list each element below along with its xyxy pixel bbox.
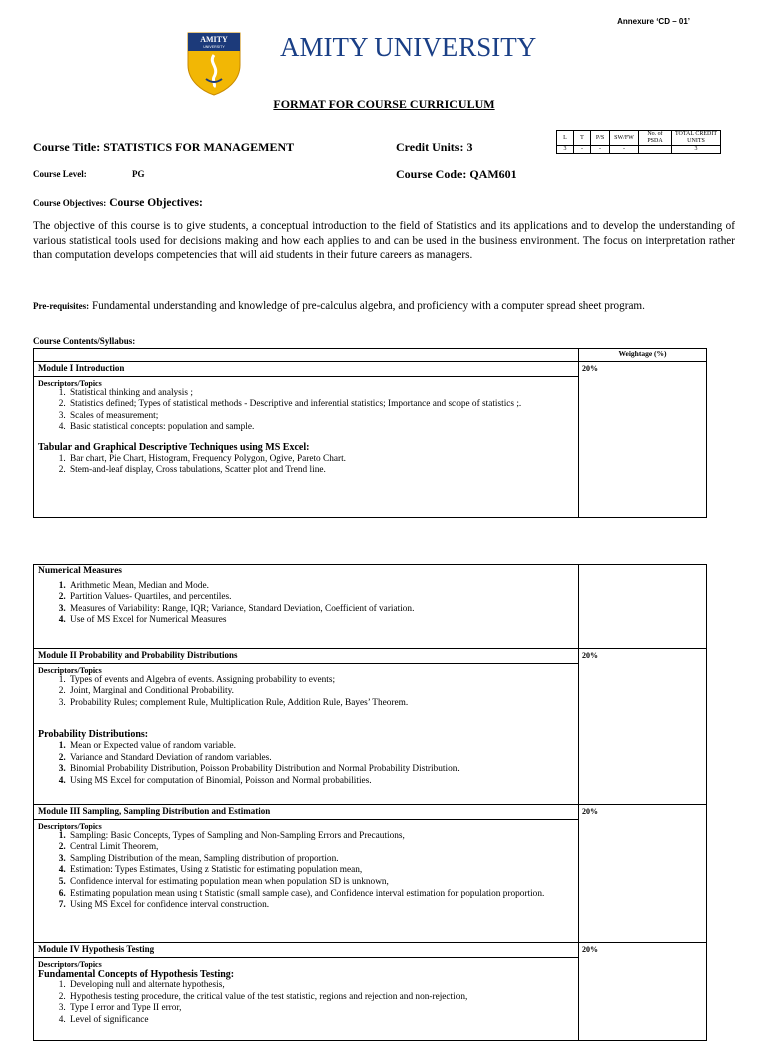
prerequisites	[33, 299, 735, 314]
module3-content	[34, 805, 579, 943]
list-item: 2. Stem-and-leaf display, Cross tabulations, Scatter plot and Trend line.	[68, 465, 574, 477]
numerical-row	[34, 565, 707, 649]
module1-subheading: Tabular and Graphical Descriptive Techniques using MS Excel:	[38, 441, 310, 453]
credit-value-swfw: -	[610, 146, 639, 154]
course-level-label: Course Level:	[33, 169, 87, 179]
list-item: 4. Using MS Excel for computation of Binomial, Poisson and Normal probabilities.	[68, 776, 574, 788]
module2-content	[34, 649, 579, 805]
credit-table-value-row	[557, 146, 721, 154]
university-name: AMITY UNIVERSITY	[280, 32, 537, 62]
module1-content	[34, 362, 579, 518]
module4-descriptors: Descriptors/Topics	[38, 959, 102, 969]
syllabus-header-blank	[34, 349, 579, 362]
course-code: Course Code: QAM601	[396, 167, 517, 181]
credit-value-psda	[639, 146, 672, 154]
weightage-header: Weightage (%)	[579, 349, 707, 362]
module1-sublist	[38, 454, 574, 477]
list-item: 3. Type I error and Type II error,	[68, 1003, 574, 1015]
objectives-label-small: Course Objectives:	[33, 198, 107, 208]
objectives-paragraph: The objective of this course is to give students, a conceptual introduction to the field of Statistics and its applications and to develop the understanding of various statistical tools used for decisions making and how each applies to and can be used in the business environment. The focus on interpretation rather than computation develops competencies that will aid students in their future careers as managers.	[33, 220, 735, 261]
module4-weight: 20%	[579, 943, 707, 1041]
list-item: 3. Sampling Distribution of the mean, Sampling distribution of proportion.	[68, 854, 574, 866]
module1-descriptors: Descriptors/Topics	[38, 378, 102, 388]
module2-title: Module II Probability and Probability Distributions	[34, 650, 578, 664]
list-item: 2. Central Limit Theorem,	[68, 842, 574, 854]
module3-title: Module III Sampling, Sampling Distribution and Estimation	[34, 806, 578, 820]
credit-header-l: L	[557, 131, 574, 146]
credit-header-total: TOTAL CREDIT UNITS	[672, 131, 721, 146]
credit-units: Credit Units: 3	[396, 140, 473, 154]
credit-value-l: 3	[557, 146, 574, 154]
module1-weight: 20%	[579, 362, 707, 518]
list-item: 3. Measures of Variability: Range, IQR; Variance, Standard Deviation, Coefficient of variation.	[68, 604, 574, 616]
module2-list	[38, 675, 574, 710]
credit-value-total: 3	[672, 146, 721, 154]
module1-list	[38, 388, 574, 434]
list-item: 2. Hypothesis testing procedure, the critical value of the test statistic, regions and rejection and non-rejection,	[68, 992, 574, 1004]
credit-header-psda: No. of PSDA	[639, 131, 672, 146]
list-item: 1. Developing null and alternate hypothesis,	[68, 980, 574, 992]
objectives-label-large: Course Objectives:	[109, 197, 203, 209]
module1-title: Module I Introduction	[34, 363, 578, 377]
annexure-label: Annexure ‘CD – 01’	[617, 17, 690, 26]
syllabus-table-continued	[33, 564, 707, 1041]
list-item: 2. Joint, Marginal and Conditional Probability.	[68, 686, 574, 698]
svg-text:AMITY: AMITY	[200, 35, 228, 44]
module4-row	[34, 943, 707, 1041]
list-item: 1. Bar chart, Pie Chart, Histogram, Frequency Polygon, Ogive, Pareto Chart.	[68, 454, 574, 466]
format-title: FORMAT FOR COURSE CURRICULUM	[273, 97, 495, 111]
list-item: 3. Binomial Probability Distribution, Poisson Probability Distribution and Normal Probability Distribution.	[68, 764, 574, 776]
credit-value-ps: -	[591, 146, 610, 154]
list-item: 1. Mean or Expected value of random variable.	[68, 741, 574, 753]
prerequisites-text: Fundamental understanding and knowledge of pre-calculus algebra, and proficiency with a computer spread sheet program.	[91, 300, 645, 312]
list-item: 4. Level of significance	[68, 1015, 574, 1027]
list-item: 4. Estimation: Types Estimates, Using z Statistic for estimating population mean,	[68, 865, 574, 877]
credit-table-header-row	[557, 131, 721, 146]
module3-row	[34, 805, 707, 943]
credit-value-t: -	[574, 146, 591, 154]
module4-subheading: Fundamental Concepts of Hypothesis Testing:	[38, 968, 235, 980]
course-level-value: PG	[132, 169, 145, 179]
svg-text:UNIVERSITY: UNIVERSITY	[203, 45, 225, 49]
list-item: 1. Statistical thinking and analysis ;	[68, 388, 574, 400]
course-title	[33, 140, 294, 155]
module1-row	[34, 362, 707, 518]
module3-descriptors: Descriptors/Topics	[38, 821, 102, 831]
course-title-label: Course Title:	[33, 140, 101, 154]
amity-logo-icon	[186, 31, 242, 97]
list-item: 5. Confidence interval for estimating population mean when population SD is unknown,	[68, 877, 574, 889]
numerical-content	[34, 565, 579, 649]
list-item: 2. Partition Values- Quartiles, and percentiles.	[68, 592, 574, 604]
module2-sublist	[38, 741, 574, 787]
course-title-value: STATISTICS FOR MANAGEMENT	[103, 140, 295, 154]
credit-table	[556, 130, 721, 154]
prerequisites-label: Pre-requisites:	[33, 301, 90, 311]
list-item: 4. Use of MS Excel for Numerical Measures	[68, 615, 574, 627]
list-item: 1. Types of events and Algebra of events. Assigning probability to events;	[68, 675, 574, 687]
list-item: 6. Estimating population mean using t Statistic (small sample case), and Confidence interval estimation for population proportion.	[68, 889, 574, 901]
list-item: 1. Sampling: Basic Concepts, Types of Sampling and Non-Sampling Errors and Precautions,	[68, 831, 574, 843]
credit-header-swfw: SW/FW	[610, 131, 639, 146]
module2-row	[34, 649, 707, 805]
credit-header-t: T	[574, 131, 591, 146]
list-item: 3. Scales of measurement;	[68, 411, 574, 423]
module2-weight: 20%	[579, 649, 707, 805]
syllabus-table-module1	[33, 348, 707, 518]
course-objectives-heading	[33, 195, 203, 210]
list-item: 2. Variance and Standard Deviation of random variables.	[68, 753, 574, 765]
module3-weight: 20%	[579, 805, 707, 943]
list-item: 1. Arithmetic Mean, Median and Mode.	[68, 581, 574, 593]
module4-list	[38, 980, 574, 1026]
credit-header-ps: P/S	[591, 131, 610, 146]
numerical-list	[38, 581, 574, 627]
module4-title: Module IV Hypothesis Testing	[34, 944, 578, 958]
numerical-title: Numerical Measures	[38, 566, 122, 576]
module2-subheading: Probability Distributions:	[38, 729, 149, 741]
numerical-weight-blank	[579, 565, 707, 649]
module2-descriptors: Descriptors/Topics	[38, 665, 102, 675]
list-item: 4. Basic statistical concepts: population and sample.	[68, 422, 574, 434]
list-item: 3. Probability Rules; complement Rule, Multiplication Rule, Addition Rule, Bayes’ Theorem.	[68, 698, 574, 710]
syllabus-header-row	[34, 349, 707, 362]
module4-content	[34, 943, 579, 1041]
list-item: 2. Statistics defined; Types of statistical methods - Descriptive and inferential statistics; Importance and scope of statistics ;.	[68, 399, 574, 411]
list-item: 7. Using MS Excel for confidence interval construction.	[68, 900, 574, 912]
module3-list	[38, 831, 574, 912]
course-contents-label: Course Contents/Syllabus:	[33, 336, 136, 346]
